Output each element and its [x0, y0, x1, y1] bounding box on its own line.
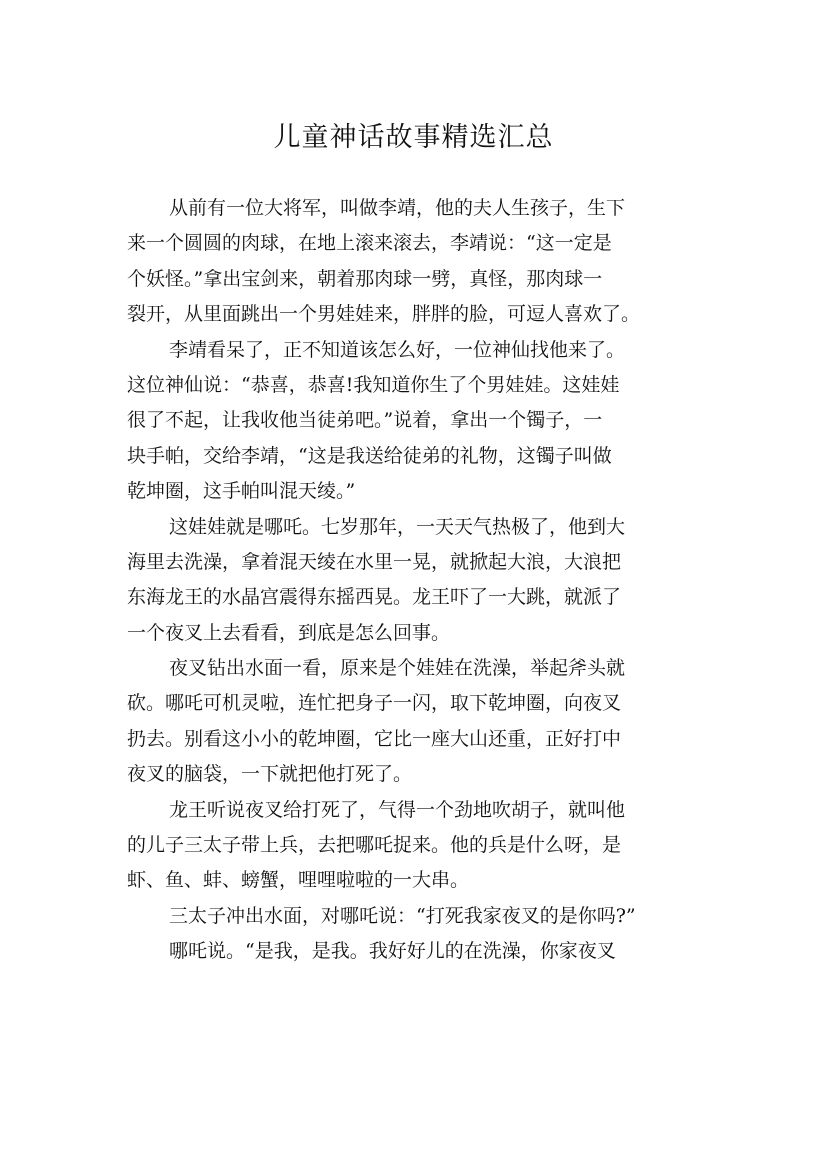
text-line: 李靖看呆了，正不知道该怎么好，一位神仙找他来了。 [169, 338, 626, 361]
text-line: 龙王听说夜叉给打死了，气得一个劲地吹胡子，就叫他 [169, 798, 626, 821]
text-line: 这娃娃就是哪吒。七岁那年，一天天气热极了，他到大 [169, 515, 626, 538]
text-line: 哪吒说。“是我，是我。我好好儿的在洗澡，你家夜叉 [169, 940, 616, 963]
paragraph [127, 899, 707, 934]
text-line: 三太子冲出水面，对哪吒说：“打死我家夜叉的是你吗?” [169, 904, 636, 927]
paragraph [127, 333, 707, 510]
document-body [127, 191, 707, 970]
text-line: 扔去。别看这小小的乾坤圈，它比一座大山还重，正好打中 [127, 727, 622, 750]
text-line: 一个夜叉上去看看，到底是怎么回事。 [127, 621, 451, 644]
text-line: 砍。哪吒可机灵啦，连忙把身子一闪，取下乾坤圈，向夜叉 [127, 692, 622, 715]
paragraph [127, 793, 707, 899]
text-line: 裂开，从里面跳出一个男娃娃来，胖胖的脸，可逗人喜欢了。 [127, 303, 641, 326]
paragraph [127, 934, 707, 969]
text-line: 个妖怪。”拿出宝剑来，朝着那肉球一劈，真怪，那肉球一 [127, 267, 603, 290]
text-line: 东海龙王的水晶宫震得东摇西晃。龙王吓了一大跳，就派了 [127, 586, 622, 609]
text-line: 从前有一位大将军，叫做李靖，他的夫人生孩子，生下 [169, 197, 626, 219]
text-line: 海里去洗澡，拿着混天绫在水里一晃，就掀起大浪，大浪把 [127, 550, 622, 573]
paragraph [127, 651, 707, 793]
document-title: 儿童神话故事精选汇总 [273, 122, 554, 154]
text-line: 来一个圆圆的肉球，在地上滚来滚去，李靖说：“这一定是 [127, 232, 612, 255]
text-line: 乾坤圈，这手帕叫混天绫。” [127, 480, 356, 503]
text-line: 虾、鱼、蚌、螃蟹，哩哩啦啦的一大串。 [127, 869, 470, 892]
text-line: 块手帕，交给李靖，“这是我送给徒弟的礼物，这镯子叫做 [127, 444, 612, 467]
text-line: 夜叉的脑袋，一下就把他打死了。 [127, 763, 413, 786]
text-line: 很了不起，让我收他当徒弟吧。”说着，拿出一个镯子，一 [127, 409, 603, 432]
paragraph [127, 191, 707, 333]
text-line: 的儿子三太子带上兵，去把哪吒捉来。他的兵是什么呀，是 [127, 834, 622, 857]
text-line: 这位神仙说：“恭喜，恭喜!我知道你生了个男娃娃。这娃娃 [127, 373, 620, 396]
text-line: 夜叉钻出水面一看，原来是个娃娃在洗澡，举起斧头就 [169, 657, 626, 680]
paragraph [127, 510, 707, 652]
